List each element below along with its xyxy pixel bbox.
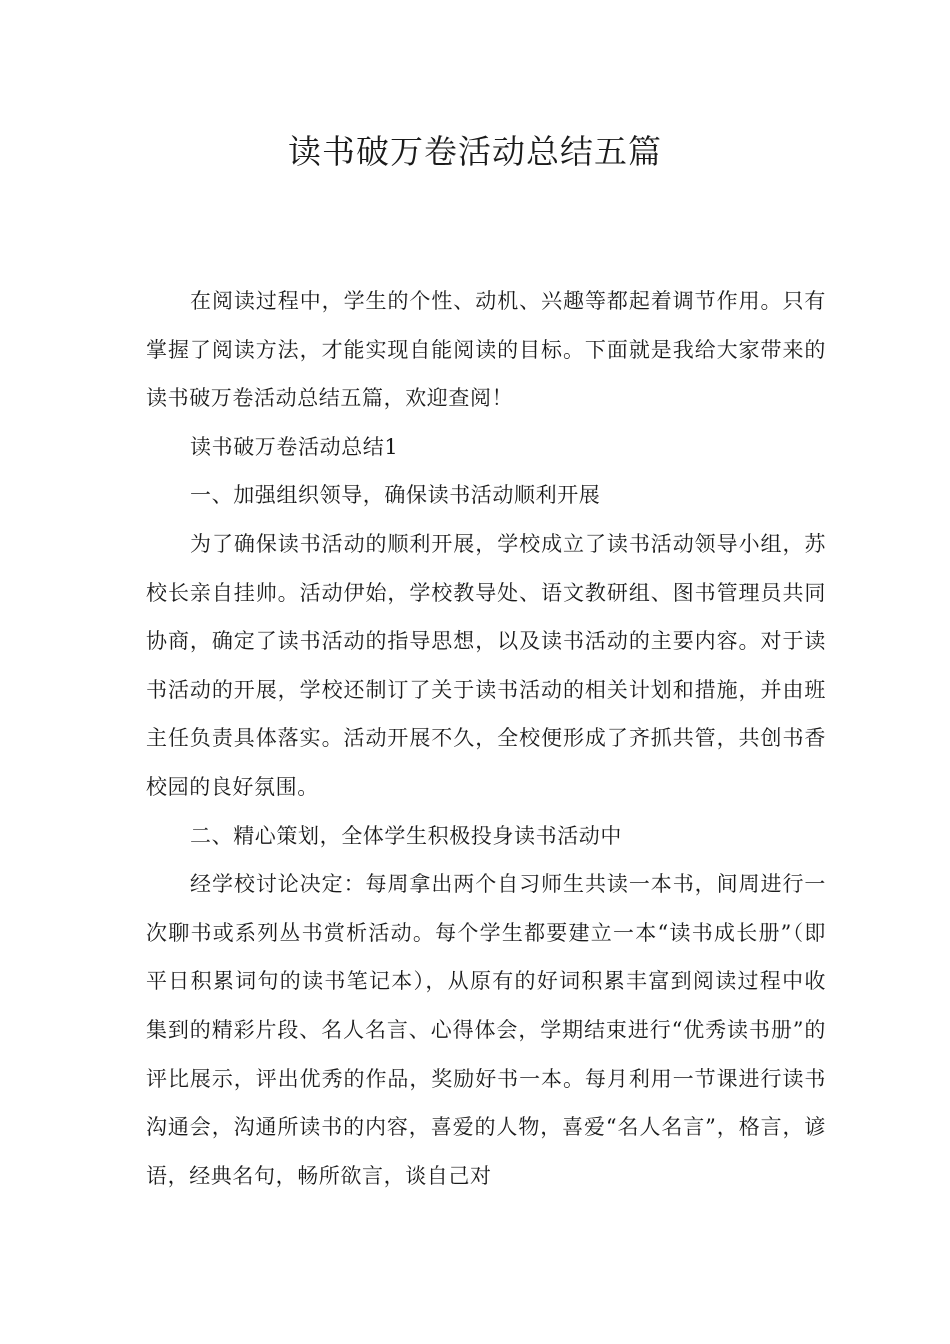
intro-paragraph: 在阅读过程中，学生的个性、动机、兴趣等都起着调节作用。只有掌握了阅读方法，才能实现自能阅读的目标。下面就是我给大家带来的读书破万卷活动总结五篇，欢迎查阅！ (146, 289, 826, 411)
body-paragraph: 经学校讨论决定：每周拿出两个自习师生共读一本书，间周进行一次聊书或系列丛书赏析活动。每个学生都要建立一本“读书成长册”（即平日积累词句的读书笔记本），从原有的好词积累丰富到阅读过程中收集到的精彩片段、名人名言、心得体会，学期结束进行“优秀读书册”的评比展示，评出优秀的作品，奖励好书一本。每月利用一节课进行读书沟通会，沟通所读书的内容，喜爱的人物，喜爱“名人名言”，格言，谚语，经典名句，畅所欲言，谈自己对 (146, 872, 826, 1188)
document-title: 读书破万卷活动总结五篇 (288, 132, 662, 171)
subheading-1: 一、加强组织领导，确保读书活动顺利开展 (190, 483, 601, 508)
document-body (146, 277, 826, 1200)
section-heading: 读书破万卷活动总结1 (190, 434, 399, 459)
body-paragraph: 为了确保读书活动的顺利开展，学校成立了读书活动领导小组，苏校长亲自挂帅。活动伊始，学校教导处、语文教研组、图书管理员共同协商，确定了读书活动的指导思想，以及读书活动的主要内容。对于读书活动的开展，学校还制订了关于读书活动的相关计划和措施，并由班主任负责具体落实。活动开展不久，全校便形成了齐抓共管，共创书香校园的良好氛围。 (146, 531, 826, 799)
subheading-2: 二、精心策划，全体学生积极投身读书活动中 (190, 823, 622, 848)
